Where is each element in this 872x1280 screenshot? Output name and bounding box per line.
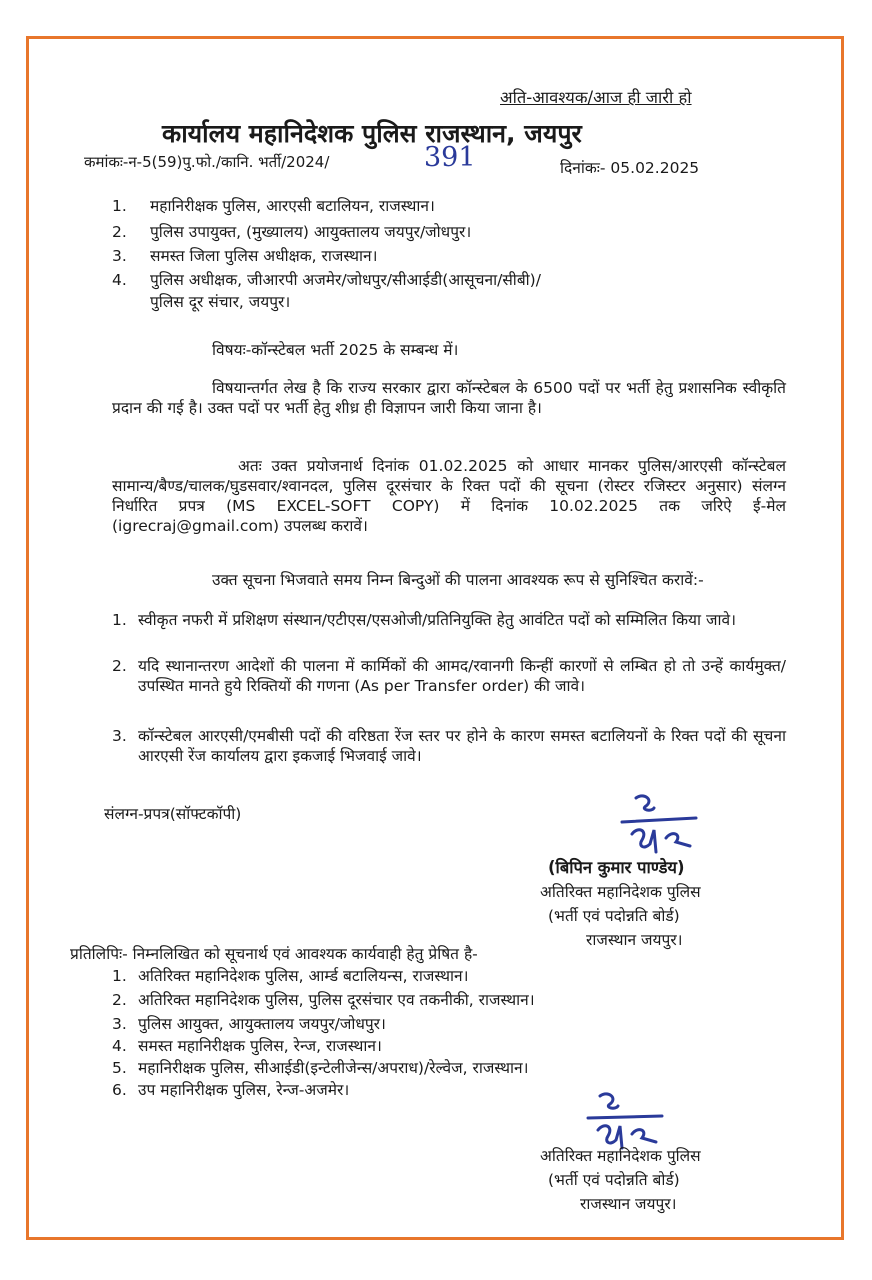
point-number: 1.	[112, 611, 127, 629]
copy-item-text: महानिरीक्षक पुलिस, सीआईडी(इन्टेलीजेन्स/अपराध)/रेल्वेज, राजस्थान।	[138, 1059, 529, 1077]
reference-number: कमांकः-न-5(59)पु.फो./कानि. भर्ती/2024/	[84, 153, 330, 171]
paragraph-3: उक्त सूचना भिजवाते समय निम्न बिन्दुओं की पालना आवश्यक रूप से सुनिश्चित करावें:-	[212, 571, 704, 589]
urgent-note: अति-आवश्यक/आज ही जारी हो	[500, 88, 692, 107]
signatory-designation: अतिरिक्त महानिदेशक पुलिस	[540, 883, 701, 901]
handwritten-reference-number: 391	[424, 142, 476, 173]
point-number: 3.	[112, 727, 127, 745]
point-text: यदि स्थानान्तरण आदेशों की पालना में कार्मिकों की आमद/रवानगी किन्हीं कारणों से लम्बित हो तो उन्हें कार्यमुक्त/उपस्थित मानते हुये रिक्तियों की गणना (As per Transfer order) की जावे।	[138, 657, 786, 695]
recipient-number: 3.	[112, 247, 127, 265]
copy-item-number: 2.	[112, 991, 127, 1009]
copy-to-intro: प्रतिलिपिः- निम्नलिखित को सूचनार्थ एवं आवश्यक कार्यवाही हेतु प्रेषित है-	[70, 945, 478, 963]
signatory2-designation: अतिरिक्त महानिदेशक पुलिस	[540, 1147, 701, 1165]
copy-item-text: अतिरिक्त महानिदेशक पुलिस, आर्म्ड बटालियन्स, राजस्थान।	[138, 967, 469, 985]
paragraph-2: अतः उक्त प्रयोजनार्थ दिनांक 01.02.2025 को आधार मानकर पुलिस/आरएसी कॉन्स्टेबल सामान्य/बैण्ड/चालक/घुडसवार/श्वानदल, पुलिस दूरसंचार के रिक्त पदों की सूचना (रोस्टर रजिस्टर अनुसार) संलग्न निर्धारित प्रपत्र (MS EXCEL-SOFT COPY) में दिनांक 10.02.2025 तक जरिऐ ई-मेल (igrecraj@gmail.com) उपलब्ध करावें।	[112, 457, 786, 535]
signature-2	[586, 1090, 676, 1150]
copy-item-number: 3.	[112, 1015, 127, 1033]
signatory2-board: (भर्ती एवं पदोन्नति बोर्ड)	[548, 1171, 680, 1189]
copy-item-number: 5.	[112, 1059, 127, 1077]
recipient-text: पुलिस अधीक्षक, जीआरपी अजमेर/जोधपुर/सीआईडी(आसूचना/सीबी)/	[150, 271, 541, 289]
copy-item-text: अतिरिक्त महानिदेशक पुलिस, पुलिस दूरसंचार एव तकनीकी, राजस्थान।	[138, 991, 535, 1009]
copy-item-number: 6.	[112, 1081, 127, 1099]
signature-1	[618, 790, 708, 860]
signatory-name: (बिपिन कुमार पाण्डेय)	[548, 858, 685, 877]
recipient-number: 1.	[112, 197, 127, 215]
subject-line: विषयः-कॉन्स्टेबल भर्ती 2025 के सम्बन्ध में।	[212, 341, 459, 359]
copy-item-number: 4.	[112, 1037, 127, 1055]
copy-item-text: उप महानिरीक्षक पुलिस, रेन्ज-अजमेर।	[138, 1081, 350, 1099]
copy-item-text: पुलिस आयुक्त, आयुक्तालय जयपुर/जोधपुर।	[138, 1015, 386, 1033]
recipient-text: समस्त जिला पुलिस अधीक्षक, राजस्थान।	[150, 247, 378, 265]
recipient-number: 4.	[112, 271, 127, 289]
recipient-text-continued: पुलिस दूर संचार, जयपुर।	[150, 293, 291, 311]
recipient-text: महानिरीक्षक पुलिस, आरएसी बटालियन, राजस्थान।	[150, 197, 435, 215]
enclosure-note: संलग्न-प्रपत्र(सॉफ्टकॉपी)	[104, 805, 242, 823]
paragraph-1: विषयान्तर्गत लेख है कि राज्य सरकार द्वारा कॉन्स्टेबल के 6500 पदों पर भर्ती हेतु प्रशासनिक स्वीकृति प्रदान की गई है। उक्त पदों पर भर्ती हेतु शीध्र ही विज्ञापन जारी किया जाना है।	[112, 379, 786, 417]
letter-date: दिनांकः- 05.02.2025	[560, 159, 700, 177]
copy-item-number: 1.	[112, 967, 127, 985]
point-number: 2.	[112, 657, 127, 675]
point-text: स्वीकृत नफरी में प्रशिक्षण संस्थान/एटीएस/एसओजी/प्रतिनियुक्ति हेतु आवंटित पदों को सम्मिलित किया जावे।	[138, 611, 736, 629]
office-title: कार्यालय महानिदेशक पुलिस राजस्थान, जयपुर	[162, 119, 582, 148]
point-text: कॉन्स्टेबल आरएसी/एमबीसी पदों की वरिष्ठता रेंज स्तर पर होने के कारण समस्त बटालियनों के रिक्त पदों की सूचना आरएसी रेंज कार्यालय द्वारा इकजाई भिजवाई जावे।	[138, 727, 786, 765]
recipient-number: 2.	[112, 223, 127, 241]
signatory-place: राजस्थान जयपुर।	[586, 931, 683, 949]
copy-item-text: समस्त महानिरीक्षक पुलिस, रेन्ज, राजस्थान।	[138, 1037, 382, 1055]
signatory2-place: राजस्थान जयपुर।	[580, 1195, 677, 1213]
signatory-board: (भर्ती एवं पदोन्नति बोर्ड)	[548, 907, 680, 925]
recipient-text: पुलिस उपायुक्त, (मुख्यालय) आयुक्तालय जयपुर/जोधपुर।	[150, 223, 472, 241]
